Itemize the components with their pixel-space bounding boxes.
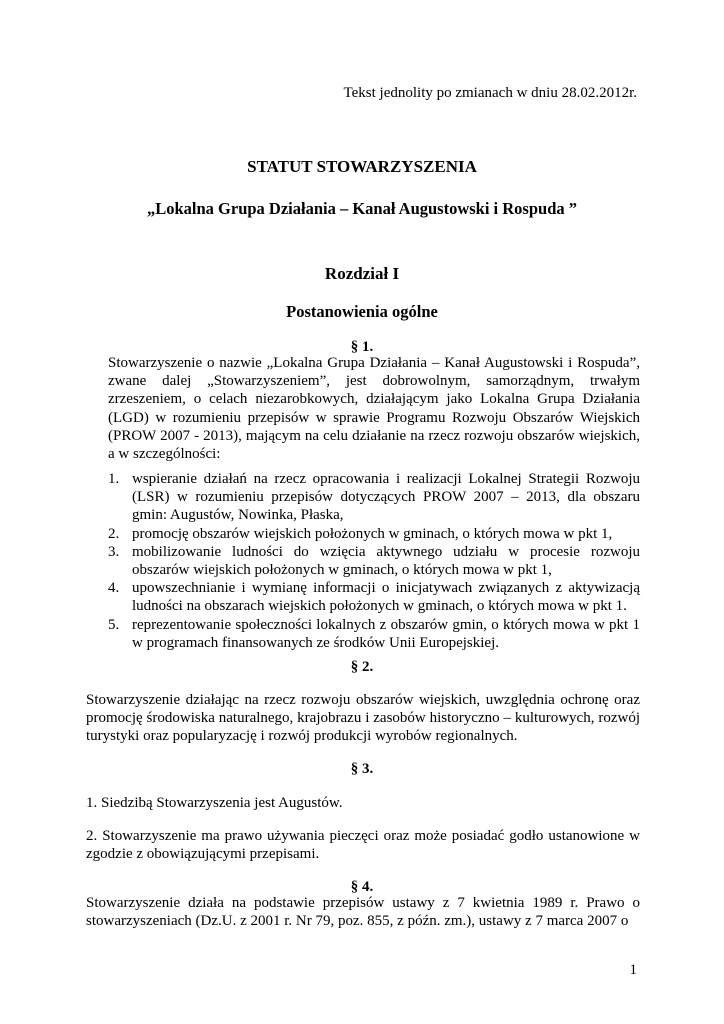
list-item-number: 1. (108, 471, 120, 487)
section-3-point-1-text: 1. Siedzibą Stowarzyszenia jest Augustów. (86, 795, 343, 811)
section-1-intro (108, 354, 640, 463)
section-3-heading: § 3. (350, 761, 374, 777)
list-item (108, 543, 640, 579)
chapter-title: Postanowienia ogólne (286, 302, 438, 321)
list-item-text: wspieranie działań na rzecz opracowania i realizacji Lokalnej Strategii Rozwoju (LSR) w rozumieniu przepisów dotyczących PROW 2007 – 2013, dla obszaru gmin: Augustów, Nowinka, Płaska, (132, 471, 640, 524)
page-number: 1 (629, 962, 637, 978)
section-4-text: Stowarzyszenie działa na podstawie przepisów ustawy z 7 kwietnia 1989 r. Prawo o stowarzyszeniach (Dz.U. z 2001 r. Nr 79, poz. 855, z późn. zm.), ustawy z 7 marca 2007 o (86, 895, 640, 930)
section-1-list (108, 470, 640, 652)
statute-title: STATUT STOWARZYSZENIA (247, 157, 477, 176)
list-item-number: 3. (108, 543, 120, 560)
section-1-intro-text: Stowarzyszenie o nazwie „Lokalna Grupa Działania – Kanał Augustowski i Rospuda”, zwane dalej „Stowarzyszeniem”, jest dobrowolnym, samorządnym, trwałym zrzeszeniem, o celach niezarobkowych, działającym jako Lokalna Grupa Działania (LGD) w rozumieniu przepisów w sprawie Programu Rozwoju Obszarów Wiejskich (PROW 2007 - 2013), mającym na celu działanie na rzecz rozwoju obszarów wiejskich, a w szczególności: (108, 355, 640, 463)
list-item-number: 4. (108, 580, 120, 597)
chapter-heading: Rozdział I (324, 264, 400, 283)
association-name: „Lokalna Grupa Działania – Kanał Augustowski i Rospuda ” (146, 199, 578, 218)
section-1-heading: § 1. (350, 339, 374, 355)
list-item (108, 470, 640, 525)
section-3-point-2-text: 2. Stowarzyszenie ma prawo używania pieczęci oraz może posiadać godło ustanowione w zgodzie z obowiązującymi przepisami. (86, 828, 640, 863)
list-item-text: mobilizowanie ludności do wzięcia aktywnego udziału w procesie rozwoju obszarów wiejskich położonych w gminach, o których mowa w pkt 1, (132, 543, 640, 579)
list-item (108, 525, 640, 543)
list-item-text: upowszechnianie i wymianę informacji o inicjatywach związanych z aktywizacją ludności na obszarach wiejskich położonych w gminach, o których mowa w pkt 1. (132, 580, 640, 615)
section-3-point-2 (86, 827, 640, 863)
section-3-point-1 (86, 794, 640, 812)
list-item-number: 2. (108, 525, 120, 542)
section-4-heading: § 4. (350, 879, 374, 895)
list-item-text: promocję obszarów wiejskich położonych w gminach, o których mowa w pkt 1, (132, 525, 613, 542)
list-item-text: reprezentowanie społeczności lokalnych z obszarów gmin, o których mowa w pkt 1 w programach finansowanych ze środków Unii Europejskiej. (132, 616, 640, 651)
section-2-body (86, 691, 640, 746)
section-2-text: Stowarzyszenie działając na rzecz rozwoju obszarów wiejskich, uwzględnia ochronę oraz promocję środowiska naturalnego, krajobrazu i zasobów historyczno – kulturowych, rozwój turystyki oraz popularyzację i rozwój produkcji wyrobów regionalnych. (86, 692, 640, 745)
list-item-number: 5. (108, 616, 120, 633)
list-item (108, 579, 640, 615)
list-item (108, 616, 640, 652)
section-4-body (86, 894, 640, 930)
section-2-heading: § 2. (350, 659, 374, 675)
consolidated-text-note: Tekst jednolity po zmianach w dniu 28.02.2012r. (343, 85, 637, 101)
